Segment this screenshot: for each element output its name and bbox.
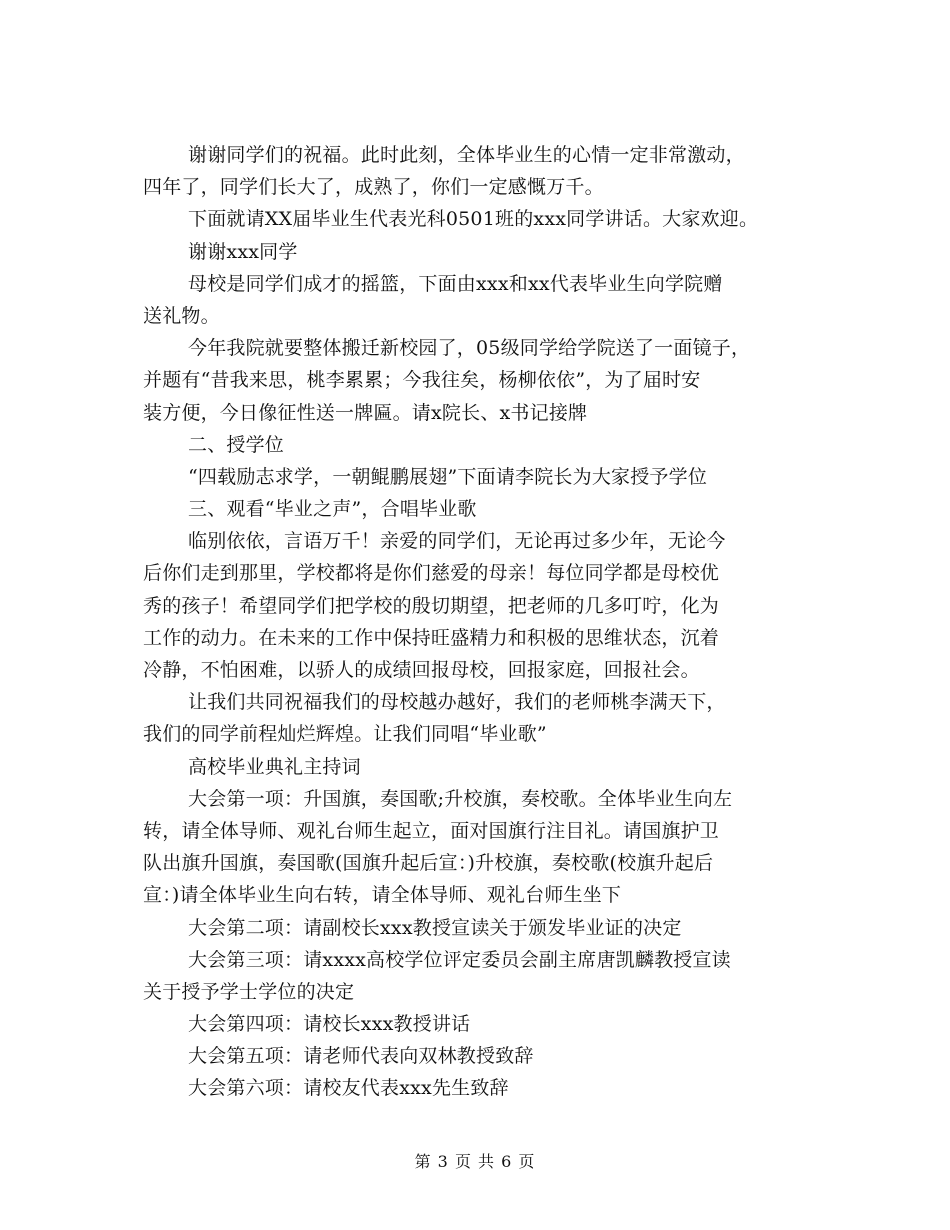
text-line: 并题有“昔我来思，桃李累累；今我往矣，杨柳依依”，为了届时安 <box>143 369 701 392</box>
body-text <box>143 139 823 1105</box>
page-footer: 第 3 页 共 6 页 <box>414 1152 536 1171</box>
text-line: 今年我院就要整体搬迁新校园了，05级同学给学院送了一面镜子， <box>188 337 751 360</box>
text-line: 二、授学位 <box>188 433 285 456</box>
text-line: 临别依依，言语万千！亲爱的同学们，无论再过多少年，无论今 <box>188 530 726 553</box>
text-line: 四年了，同学们长大了，成熟了，你们一定感慨万千。 <box>143 176 604 199</box>
text-line: 转，请全体导师、观礼台师生起立，面对国旗行注目礼。请国旗护卫 <box>143 819 720 842</box>
text-line: 大会第一项：升国旗，奏国歌;升校旗，奏校歌。全体毕业生向左 <box>188 787 733 810</box>
text-line: 让我们共同祝福我们的母校越办越好，我们的老师桃李满天下， <box>188 691 726 714</box>
text-line: 大会第四项：请校长xxx教授讲话 <box>188 1013 471 1036</box>
text-line: “四载励志求学，一朝鲲鹏展翅”下面请李院长为大家授予学位 <box>188 465 708 488</box>
text-line: 大会第五项：请老师代表向双林教授致辞 <box>188 1045 534 1068</box>
text-line: 秀的孩子！希望同学们把学校的殷切期望，把老师的几多叮咛，化为 <box>143 594 720 617</box>
text-line: 大会第二项：请副校长xxx教授宣读关于颁发毕业证的决定 <box>188 916 682 939</box>
text-line: 高校毕业典礼主持词 <box>188 755 361 778</box>
text-line: 后你们走到那里，学校都将是你们慈爱的母亲！每位同学都是母校优 <box>143 562 720 585</box>
text-line: 谢谢同学们的祝福。此时此刻，全体毕业生的心情一定非常激动， <box>188 144 745 166</box>
text-line: 母校是同学们成才的摇篮，下面由xxx和xx代表毕业生向学院赠 <box>188 272 723 295</box>
text-line: 大会第六项：请校友代表xxx先生致辞 <box>188 1077 509 1100</box>
text-line: 谢谢xxx同学 <box>188 240 298 263</box>
text-line: 装方便，今日像征性送一牌匾。请x院长、x书记接牌 <box>143 401 588 424</box>
text-line: 冷静，不怕困难，以骄人的成绩回报母校，回报家庭，回报社会。 <box>143 659 700 681</box>
text-line: 三、观看“毕业之声”，合唱毕业歌 <box>188 498 477 521</box>
text-line: 队出旗升国旗，奏国歌(国旗升起后宣：)升校旗，奏校歌(校旗升起后 <box>143 852 714 875</box>
text-line: 大会第三项：请xxxx高校学位评定委员会副主席唐凯麟教授宣读 <box>188 948 731 971</box>
text-line: 工作的动力。在未来的工作中保持旺盛精力和积极的思维状态，沉着 <box>143 626 720 649</box>
text-line: 关于授予学士学位的决定 <box>143 980 355 1003</box>
text-line: 我们的同学前程灿烂辉煌。让我们同唱“毕业歌” <box>143 723 547 746</box>
text-line: 送礼物。 <box>143 304 220 327</box>
text-line: 下面就请XX届毕业生代表光科0501班的xxx同学讲话。大家欢迎。 <box>188 208 759 231</box>
text-line: 宣：)请全体毕业生向右转，请全体导师、观礼台师生坐下 <box>143 884 622 907</box>
